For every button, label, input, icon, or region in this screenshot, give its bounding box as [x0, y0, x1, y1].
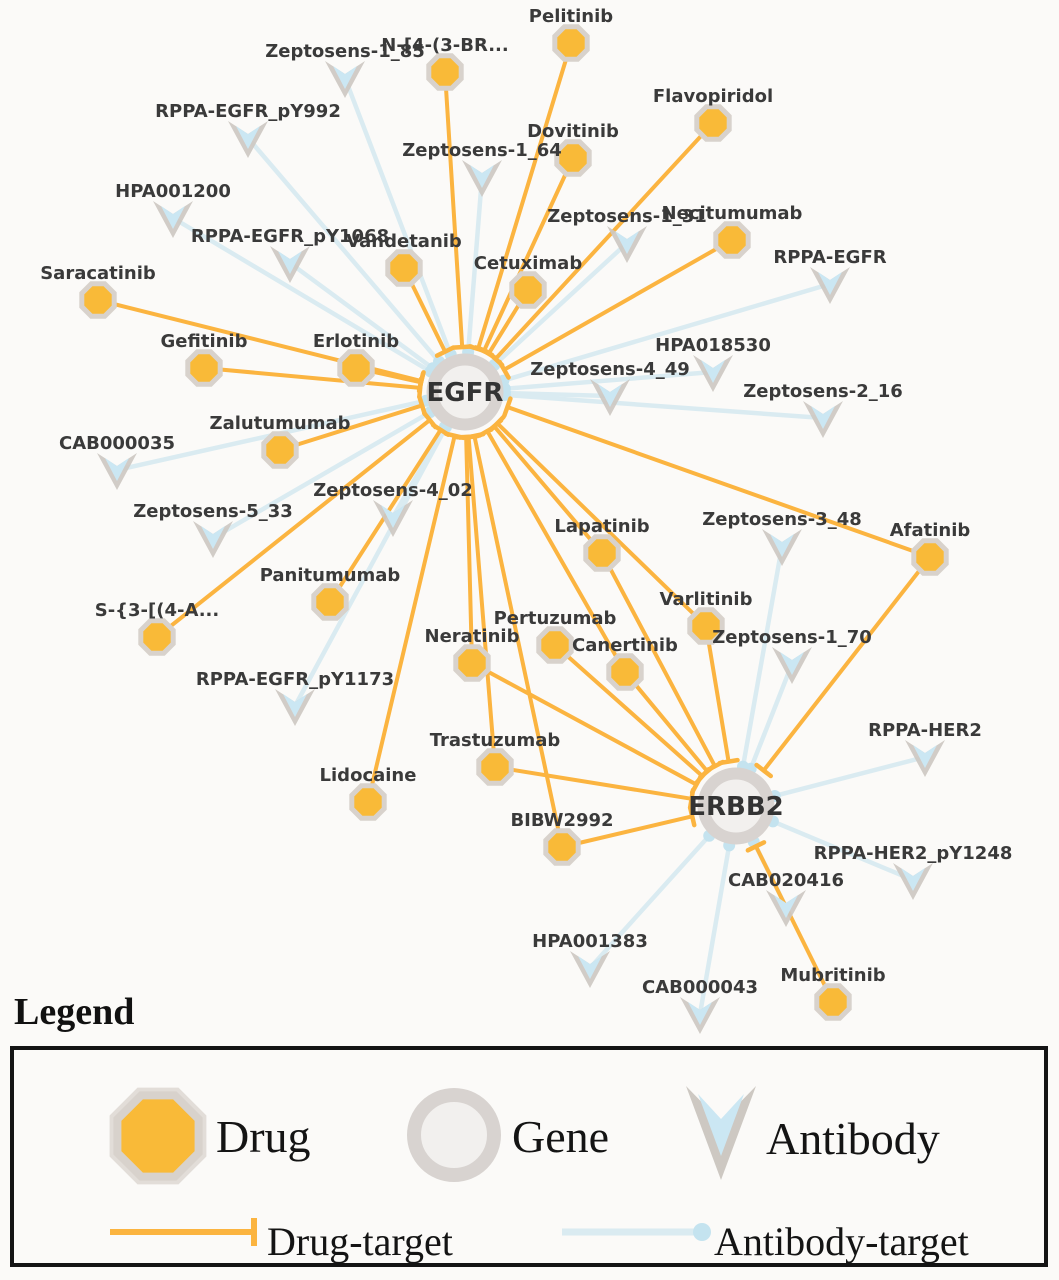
- drug-node-trastuzumab[interactable]: [479, 751, 511, 783]
- node-label-zeptosens-1-70: Zeptosens-1_70: [712, 627, 872, 648]
- node-label-s-3-4-a: S-{3-[(4-A...: [94, 600, 220, 621]
- drug-node-vandetanib[interactable]: [388, 252, 420, 284]
- drug-target-edge-canertinib: [625, 672, 714, 777]
- node-label-afatinib: Afatinib: [889, 520, 971, 541]
- node-label-zeptosens-5-33: Zeptosens-5_33: [133, 501, 293, 522]
- antibody-node-zeptosens-1-64[interactable]: [462, 160, 502, 197]
- node-label-mubritinib: Mubritinib: [780, 965, 886, 986]
- drug-node-canertinib[interactable]: [609, 656, 641, 688]
- antibody-node-zeptosens-1-85[interactable]: [325, 61, 365, 98]
- node-label-rppa-her2-py1248: RPPA-HER2_pY1248: [813, 843, 1013, 864]
- drug-node-lapatinib[interactable]: [586, 537, 618, 569]
- drug-node-n-4-3-br[interactable]: [429, 56, 461, 88]
- node-label-vandetanib: Vandetanib: [346, 231, 462, 252]
- node-label-gefitinib: Gefitinib: [160, 331, 248, 352]
- node-label-saracatinib: Saracatinib: [40, 263, 156, 284]
- gene-node-swatch-icon: [402, 1083, 506, 1187]
- node-label-pertuzumab: Pertuzumab: [493, 608, 617, 629]
- drug-target-edge-swatch-icon: [102, 1214, 277, 1250]
- node-label-cab020416: CAB020416: [727, 870, 845, 891]
- drug-node-necitumumab[interactable]: [716, 224, 748, 256]
- drug-node-saracatinib[interactable]: [82, 284, 114, 316]
- legend-antibody-label: Antibody: [766, 1113, 940, 1164]
- node-label-hpa018530: HPA018530: [655, 335, 771, 356]
- node-label-rppa-egfr-py992: RPPA-EGFR_pY992: [155, 101, 341, 122]
- node-label-pelitinib: Pelitinib: [528, 6, 614, 27]
- node-label-rppa-egfr: RPPA-EGFR: [773, 247, 887, 268]
- node-label-canertinib: Canertinib: [572, 635, 678, 656]
- node-label-bibw2992: BIBW2992: [510, 810, 614, 831]
- node-label-lapatinib: Lapatinib: [554, 516, 650, 537]
- node-label-zeptosens-1-85: Zeptosens-1_85: [265, 41, 425, 62]
- node-label-zeptosens-1-31: Zeptosens-1_31: [547, 206, 707, 227]
- node-label-zalutumumab: Zalutumumab: [209, 413, 351, 434]
- node-label-neratinib: Neratinib: [424, 626, 520, 647]
- antibody-node-zeptosens-3-48[interactable]: [762, 529, 802, 566]
- node-label-zeptosens-1-64: Zeptosens-1_64: [402, 140, 562, 161]
- node-label-zeptosens-3-48: Zeptosens-3_48: [702, 509, 862, 530]
- drug-node-gefitinib[interactable]: [188, 352, 220, 384]
- node-label-trastuzumab: Trastuzumab: [429, 730, 561, 751]
- drug-target-edge-n-4-3-br: [445, 72, 471, 348]
- node-label-dovitinib: Dovitinib: [527, 121, 619, 142]
- drug-node-s-3-4-a[interactable]: [141, 621, 173, 653]
- node-label-rppa-egfr-py1068: RPPA-EGFR_pY1068: [190, 226, 390, 247]
- node-label-cab000035: CAB000035: [58, 433, 176, 454]
- drug-node-mubritinib[interactable]: [817, 986, 849, 1018]
- antibody-node-rppa-egfr[interactable]: [810, 267, 850, 304]
- antibody-node-cab000035[interactable]: [97, 453, 137, 490]
- antibody-node-zeptosens-2-16[interactable]: [803, 401, 843, 438]
- node-label-necitumumab: Necitumumab: [661, 203, 803, 224]
- drug-node-afatinib[interactable]: [914, 541, 946, 573]
- antibody-target-edge-swatch-icon: [554, 1214, 719, 1250]
- legend-gene-label: Gene: [512, 1111, 610, 1162]
- node-label-erlotinib: Erlotinib: [312, 331, 400, 352]
- antibody-node-swatch-icon: [676, 1078, 766, 1186]
- node-label-cetuximab: Cetuximab: [473, 253, 583, 274]
- antibody-node-zeptosens-1-70[interactable]: [772, 647, 812, 684]
- node-label-flavopiridol: Flavopiridol: [652, 86, 774, 107]
- node-label-zeptosens-2-16: Zeptosens-2_16: [743, 381, 903, 402]
- node-label-rppa-her2: RPPA-HER2: [868, 720, 982, 741]
- node-label-hpa001200: HPA001200: [115, 181, 231, 202]
- node-label-varlitinib: Varlitinib: [659, 589, 753, 610]
- legend-drug-label: Drug: [216, 1111, 311, 1162]
- node-label-hpa001383: HPA001383: [532, 931, 648, 952]
- antibody-node-hpa001200[interactable]: [153, 201, 193, 238]
- drug-target-edge-trastuzumab: [495, 767, 693, 808]
- drug-node-cetuximab[interactable]: [512, 274, 544, 306]
- node-label-cab000043: CAB000043: [641, 977, 759, 998]
- drug-node-bibw2992[interactable]: [546, 831, 578, 863]
- antibody-target-edge-zeptosens-3-48: [737, 546, 782, 773]
- drug-node-panitumumab[interactable]: [314, 586, 346, 618]
- antibody-node-cab020416[interactable]: [766, 890, 806, 927]
- node-label-n-4-3-br: N-[4-(3-BR...: [381, 35, 509, 56]
- legend-title: Legend: [14, 991, 135, 1033]
- legend-antibody-target-label: Antibody-target: [714, 1219, 969, 1264]
- drug-node-lidocaine[interactable]: [352, 786, 384, 818]
- octagon-shape: [117, 1095, 198, 1176]
- antibody-target-edge-rppa-her2: [769, 757, 925, 802]
- node-label-zeptosens-4-49: Zeptosens-4_49: [530, 359, 690, 380]
- antibody-node-zeptosens-5-33[interactable]: [193, 521, 233, 558]
- gene-label-egfr: EGFR: [426, 378, 504, 408]
- drug-node-erlotinib[interactable]: [340, 352, 372, 384]
- antibody-node-hpa001383[interactable]: [570, 951, 610, 988]
- drug-node-flavopiridol[interactable]: [697, 107, 729, 139]
- drug-node-neratinib[interactable]: [456, 647, 488, 679]
- node-label-panitumumab: Panitumumab: [259, 565, 401, 586]
- gene-circle-shape: [414, 1095, 494, 1175]
- drug-node-pelitinib[interactable]: [555, 27, 587, 59]
- drug-node-pertuzumab[interactable]: [539, 629, 571, 661]
- gene-label-erbb2: ERBB2: [688, 792, 784, 822]
- antibody-node-rppa-her2-py1248[interactable]: [893, 863, 933, 900]
- drug-node-swatch-icon: [102, 1080, 214, 1192]
- node-label-zeptosens-4-02: Zeptosens-4_02: [313, 480, 473, 501]
- legend-box: [10, 1046, 1048, 1267]
- antibody-node-rppa-egfr-py1173[interactable]: [275, 689, 315, 726]
- legend-drug-target-label: Drug-target: [267, 1219, 453, 1264]
- node-label-rppa-egfr-py1173: RPPA-EGFR_pY1173: [195, 669, 395, 690]
- drug-node-zalutumumab[interactable]: [264, 434, 296, 466]
- node-label-lidocaine: Lidocaine: [319, 765, 417, 786]
